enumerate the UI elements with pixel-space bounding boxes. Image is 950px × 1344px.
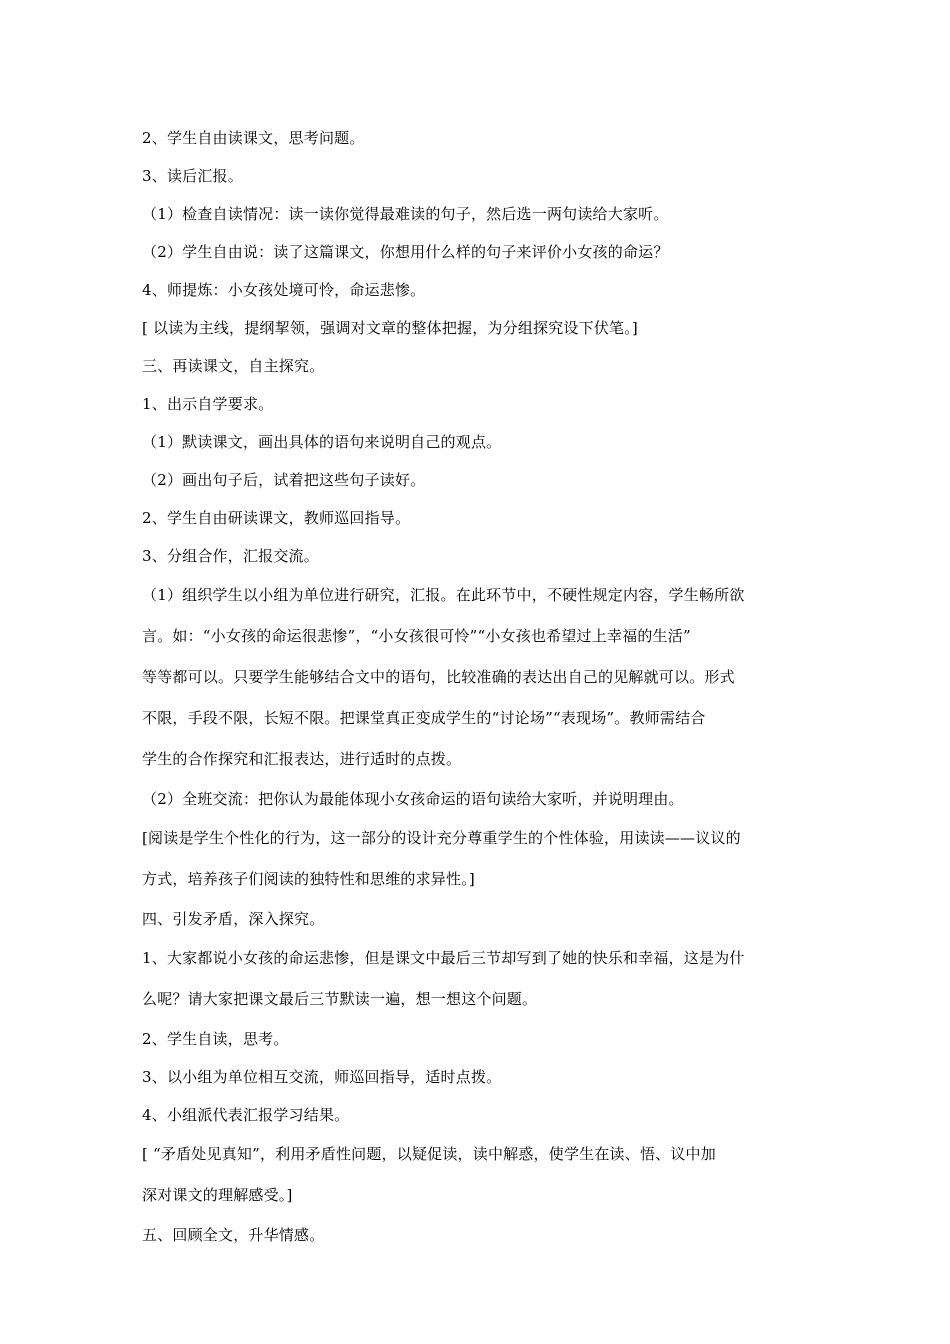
paragraph-line: 言。如：“小女孩的命运很悲惨”，“小女孩很可怜”“小女孩也希望过上幸福的生活” bbox=[142, 627, 691, 645]
text-line: 4、小组派代表汇报学习结果。 bbox=[142, 1106, 350, 1124]
paragraph-line: [阅读是学生个性化的行为，这一部分的设计充分尊重学生的个性体验，用读读——议议的 bbox=[142, 829, 741, 847]
text-line: （1）检查自读情况：读一读你觉得最难读的句子，然后选一两句读给大家听。 bbox=[142, 205, 669, 223]
text-line: 3、分组合作，汇报交流。 bbox=[142, 547, 319, 565]
section-heading: 三、再读课文，自主探究。 bbox=[142, 357, 325, 375]
text-line: （2）全班交流：把你认为最能体现小女孩命运的语句读给大家听，并说明理由。 bbox=[142, 790, 684, 808]
text-line: 4、师提炼：小女孩处境可怜，命运悲惨。 bbox=[142, 281, 426, 299]
section-heading: 五、回顾全文，升华情感。 bbox=[142, 1226, 325, 1244]
paragraph-line: 学生的合作探究和汇报表达，进行适时的点拨。 bbox=[142, 750, 462, 768]
text-line: （2）画出句子后，试着把这些句子读好。 bbox=[142, 471, 426, 489]
section-heading: 四、引发矛盾，深入探究。 bbox=[142, 910, 325, 928]
paragraph-line: （1）组织学生以小组为单位进行研究，汇报。在此环节中，不硬性规定内容，学生畅所欲 bbox=[142, 586, 745, 604]
paragraph-line: 不限，手段不限，长短不限。把课堂真正变成学生的“讨论场”“表现场”。教师需结合 bbox=[142, 709, 706, 727]
text-line: 3、读后汇报。 bbox=[142, 167, 243, 185]
note-line: [ 以读为主线，提纲挈领，强调对文章的整体把握，为分组探究设下伏笔。] bbox=[142, 319, 638, 337]
note-paragraph bbox=[142, 818, 812, 900]
text-line: 2、学生自由读课文，思考问题。 bbox=[142, 129, 365, 147]
text-line: 2、学生自由研读课文，教师巡回指导。 bbox=[142, 509, 411, 527]
note-paragraph bbox=[142, 1134, 812, 1216]
paragraph bbox=[142, 938, 812, 1020]
paragraph-line: 等等都可以。只要学生能够结合文中的语句，比较准确的表达出自己的见解就可以。形式 bbox=[142, 668, 735, 686]
paragraph bbox=[142, 575, 812, 780]
text-line: （1）默读课文，画出具体的语句来说明自己的观点。 bbox=[142, 433, 502, 451]
text-line: 2、学生自读，思考。 bbox=[142, 1030, 289, 1048]
paragraph-line: 1、大家都说小女孩的命运悲惨，但是课文中最后三节却写到了她的快乐和幸福，这是为什 bbox=[142, 949, 745, 967]
paragraph-line: [ “矛盾处见真知”，利用矛盾性问题，以疑促读，读中解惑，使学生在读、悟、议中加 bbox=[142, 1145, 716, 1163]
paragraph-line: 么呢？请大家把课文最后三节默读一遍，想一想这个问题。 bbox=[142, 990, 538, 1008]
document-page bbox=[142, 119, 812, 1254]
paragraph-line: 方式，培养孩子们阅读的独特性和思维的求异性。] bbox=[142, 870, 475, 888]
paragraph-line: 深对课文的理解感受。] bbox=[142, 1186, 293, 1204]
text-line: 3、以小组为单位相互交流，师巡回指导，适时点拨。 bbox=[142, 1068, 502, 1086]
text-line: 1、出示自学要求。 bbox=[142, 395, 274, 413]
text-line: （2）学生自由说：读了这篇课文，你想用什么样的句子来评价小女孩的命运？ bbox=[142, 243, 669, 261]
